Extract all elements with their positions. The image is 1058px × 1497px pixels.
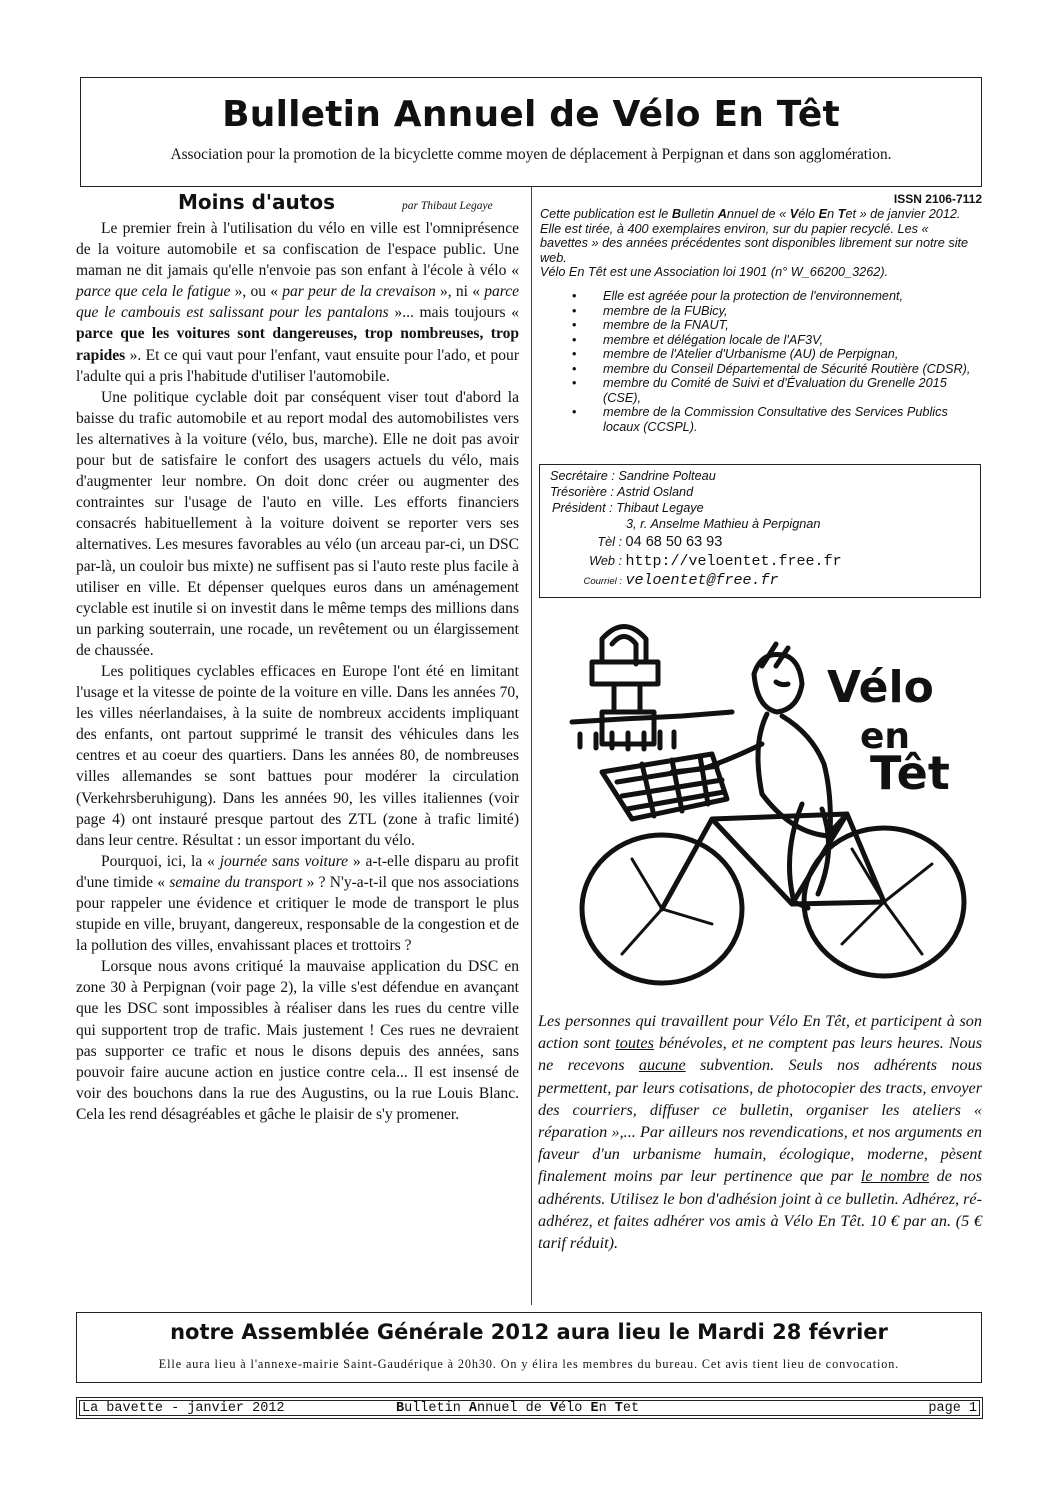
bulletin-title: Bulletin Annuel de Vélo En Têt	[222, 94, 840, 135]
footer-inner-frame	[79, 1400, 980, 1416]
bullet-icon: •	[572, 405, 577, 419]
association-registration: Vélo En Têt est une Association loi 1901 (n° W_66200_3262).	[540, 265, 889, 280]
footer-issue: La bavette - janvier 2012	[82, 1401, 285, 1416]
email-link[interactable]: veloentet@free.fr	[625, 572, 779, 589]
article-paragraph: Pourquoi, ici, la « journée sans voiture » a-t-elle disparu au profit d'une timide « semaine du transport » ? N'y-a-t-il que nos associations pour rappeler une évidence et critiquer le mode de transport le plus stupide en ville, bruyant, dangereux, responsable de la congestion et de la pollution des villes, envahissant places et trottoirs ?	[76, 852, 519, 955]
bullet-icon: •	[572, 318, 577, 332]
secretary-row: Secrétaire : Sandrine Polteau	[550, 469, 716, 483]
list-item: • membre et délégation locale de l'AF3V,	[572, 332, 824, 347]
bullet-icon: •	[572, 303, 577, 318]
article-paragraph: Une politique cyclable doit par conséquent viser tout d'abord la baisse du trafic automobile et au report modal des automobilistes vers les alternatives à la voiture (vélo, bus, marche). Elle ne doit pas avoir pour but de satisfaire le confort des usagers actuels du vélo, mais d'augmenter leur nombre. On doit donc créer ou augmenter des contraintes sur l'usage de l'auto en ville. Les efforts financiers consacrés habituellement à la voiture doivent se reporter vers ses alternatives. Les mesures favorables au vélo (un arceau par-ci, un DSC par-là, un couloir bus mixte) ne suffisent pas si l'auto reste plus facile à utiliser en ville. Et dépenser quelques euros dans un aménagement cyclable est inutile si on investit dans le même temps des millions dans un parking souterrain, une rocade, un revêtement ou un élargissement de chaussée.	[76, 388, 519, 659]
volunteers-note: Les personnes qui travaillent pour Vélo En Têt, et participent à son action sont toutes bénévoles, et ne comptent pas leurs heures. Nous ne recevons aucune subvention. Seuls nos adhérents nous permettent, par leurs cotisations, de photocopier des tracts, envoyer des courriers, diffuser ce bulletin, organiser les ateliers « réparation »,... Par ailleurs nos revendications, et nos arguments en faveur d'un urbanisme humain, écologique, moderne, pèsent finalement moins par leur pertinence que par le nombre de nos adhérents. Utilisez le bon d'adhésion joint à ce bulletin. Adhérez, ré-adhérez, et faites adhérer vos amis à Vélo En Têt. 10 € par an. (5 € tarif réduit).	[538, 1012, 982, 1253]
footer-page-number: page 1	[928, 1401, 977, 1416]
header-box	[80, 77, 982, 187]
list-item: • membre du Comité de Suivi et d'Évaluation du Grenelle 2015 (CSE),	[572, 376, 947, 405]
article-author: par Thibaut Legaye	[402, 200, 493, 212]
logo-word-tet: Têt	[870, 746, 950, 800]
contact-box	[539, 464, 981, 598]
bullet-icon: •	[572, 289, 577, 303]
article-title: Moins d'autos	[178, 190, 335, 214]
treasurer-row: Trésorière : Astrid Osland	[550, 485, 694, 499]
assembly-notice: Elle aura lieu à l'annexe-mairie Saint-Gaudérique à 20h30. On y élira les membres du bureau. Cet avis tient lieu de convocation.	[158, 1357, 900, 1371]
email-row: Courriel : veloentet@free.fr	[583, 572, 779, 589]
assembly-title: notre Assemblée Générale 2012 aura lieu le Mardi 28 février	[170, 1320, 888, 1344]
president-row: Président : Thibaut Legaye	[552, 501, 704, 515]
list-item: • membre du Conseil Départemental de Sécurité Routière (CDSR),	[572, 361, 971, 376]
bullet-icon: •	[572, 376, 577, 390]
bullet-icon: •	[572, 332, 577, 347]
address-row: 3, r. Anselme Mathieu à Perpignan	[626, 517, 821, 531]
list-item: • membre de l'Atelier d'Urbanisme (AU) de Perpignan,	[572, 347, 899, 361]
column-divider	[531, 187, 532, 1305]
bullet-icon: •	[572, 361, 577, 376]
website-row: Web : http://veloentet.free.fr	[589, 553, 842, 570]
article-paragraph: Lorsque nous avons critiqué la mauvaise application du DSC en zone 30 à Perpignan (voir page 2), la ville s'est défendue en avançant que les DSC sont impossibles à réaliser dans les rues du centre ville qui supportent trop de trafic. Mais justement ! Ces rues ne devraient pas supporter ce trafic et nous le disons depuis des années, sans pouvoir faire aucune action en justice contre cela... Il est insensé de voir des bouchons dans la rue des Augustins, ou la rue Louis Blanc. Cela les rend désagréables et gâche le plaisir de s'y promener.	[76, 958, 519, 1123]
logo-word-velo: Vélo	[827, 662, 934, 713]
list-item: • membre de la Commission Consultative des Services Publics locaux (CCSPL).	[572, 405, 948, 434]
issn-number: ISSN 2106-7112	[893, 192, 982, 206]
association-subtitle: Association pour la promotion de la bicyclette comme moyen de déplacement à Perpignan et dans son agglomération.	[170, 146, 892, 163]
list-item: • membre de la FNAUT,	[572, 318, 729, 332]
assembly-banner	[76, 1312, 982, 1383]
list-item: • membre de la FUBicy,	[572, 303, 728, 318]
article-paragraph: Les politiques cyclables efficaces en Europe l'ont été en limitant l'usage et la vitesse de pointe de la voiture en ville. Dans les années 70, les villes néerlandaises, à la suite de nombreux accidents impliquant des enfants, ont partout supprimé le transit des véhicules dans les centres et au coeur des quartiers. Dans les années 80, de nombreuses villes allemandes se sont battues pour modérer la circulation (Verkehrsberuhigung). Dans les années 90, les villes italiennes (voir page 4) ont instauré presque partout des ZTL (zone à trafic limité) dans leur centre. Résultat : un essor important du vélo.	[76, 662, 519, 849]
logo-word-en: en	[860, 716, 911, 757]
publication-info	[540, 207, 980, 280]
bullet-icon: •	[572, 347, 577, 361]
page-footer	[76, 1397, 983, 1419]
footer-publication: Bulletin Annuel de Vélo En Tet	[396, 1401, 640, 1416]
article-paragraph: Le premier frein à l'utilisation du vélo en ville est l'omniprésence de la voiture automobile et sa confiscation de l'espace public. Une maman ne dit jamais qu'elle n'envoie pas son enfant à l'école à vélo « parce que cela le fatigue », ou « par peur de la crevaison », ni « parce que le cambouis est salissant pour les pantalons »... mais toujours « parce que les voitures sont dangereuses, trop nombreuses, trop rapides ». Et ce qui vaut pour l'enfant, vaut ensuite pour l'ado, et pour l'adulte qui a pris l'habitude d'utiliser l'automobile.	[76, 220, 520, 385]
publication-description: Cette publication est le Bulletin Annuel de « Vélo En Tet » de janvier 2012. Elle est tirée, à 400 exemplaires environ, sur du papier recyclé. Les « bavettes » des années précédentes sont disponibles librement sur notre site web.	[540, 207, 969, 265]
cyclist-logo	[562, 604, 974, 1000]
phone-row: Tèl : 04 68 50 63 93	[597, 534, 723, 550]
list-item: • Elle est agréée pour la protection de l'environnement,	[572, 289, 904, 303]
membership-list	[540, 289, 980, 434]
website-link[interactable]: http://veloentet.free.fr	[625, 553, 842, 570]
article-body	[76, 218, 519, 1125]
